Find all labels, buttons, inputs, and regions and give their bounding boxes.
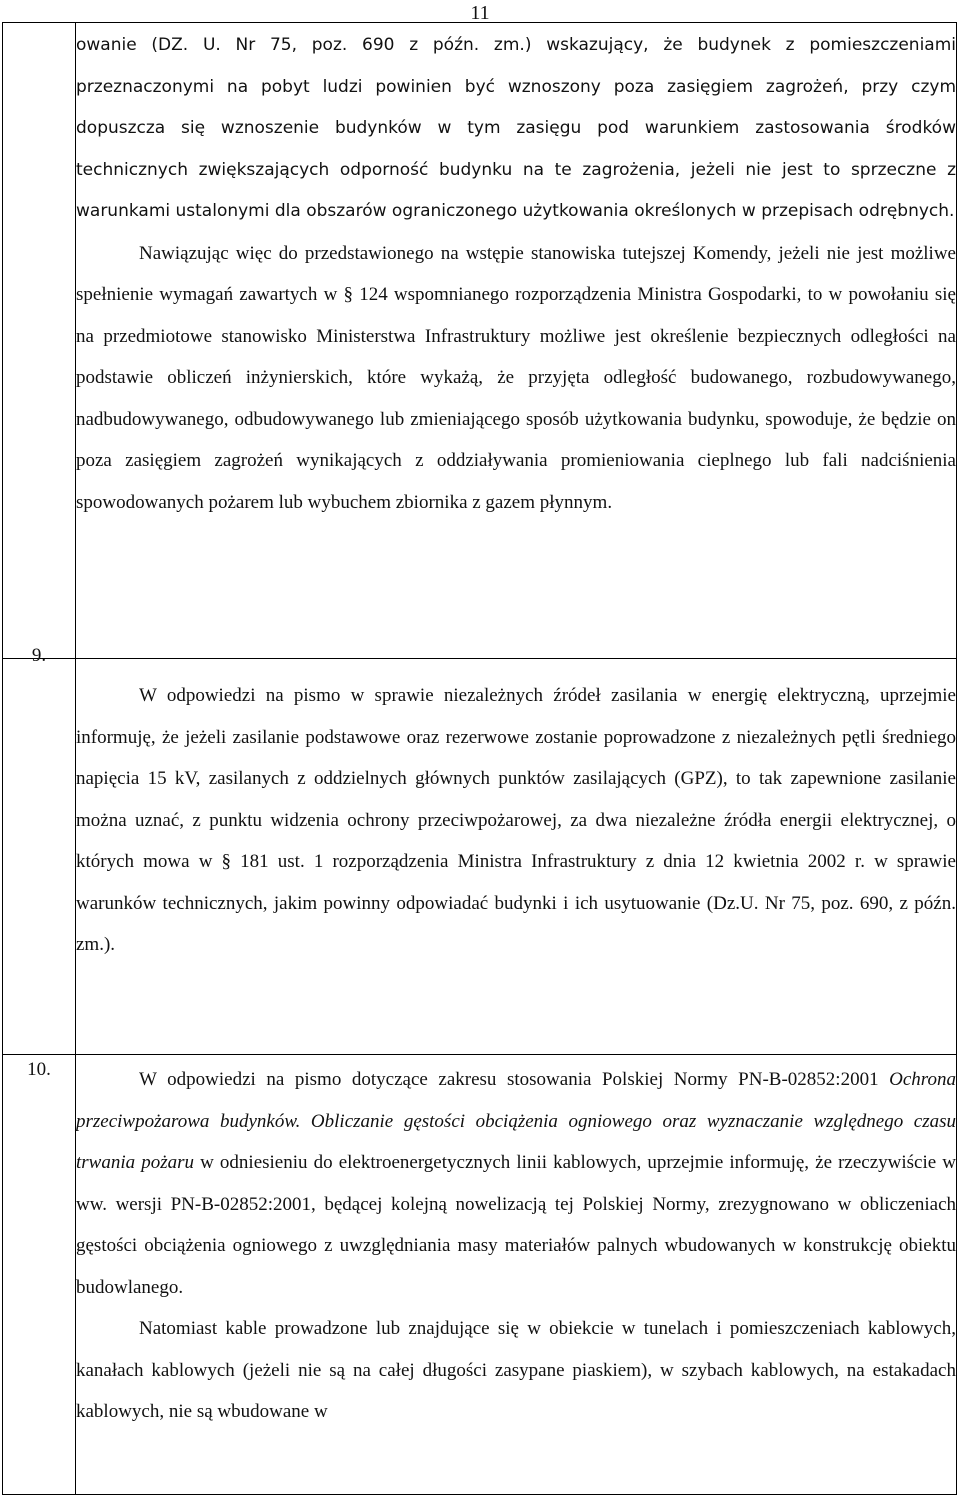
row-content-cell bbox=[76, 659, 957, 1055]
paragraph: owanie (DZ. U. Nr 75, poz. 690 z późn. zm.) wskazujący, że budynek z pomieszczeniami przeznaczonymi na pobyt ludzi powinien być wznoszony poza zasięgiem zagrożeń, przy czym dopuszcza się wznoszenie budynków w tym zasięgu pod warunkiem zastosowania środków technicznych zwiększających odporność budynku na te zagrożenia, jeżeli nie jest to sprzeczne z warunkami ustalonymi dla obszarów ograniczonego użytkowania określonych w przepisach odrębnych. bbox=[76, 35, 956, 221]
row-content-cell bbox=[76, 23, 957, 659]
row-number: 9. bbox=[31, 645, 47, 666]
table-row bbox=[3, 1055, 957, 1495]
paragraph: Nawiązując więc do przedstawionego na wstępie stanowiska tutejszej Komendy, jeżeli nie jest możliwe spełnienie wymagań zawartych w § 124 wspomnianego rozporządzenia Ministra Gospodarki, to w powołaniu się na przedmiotowe stanowisko Ministerstwa Infrastruktury możliwe jest określenie bezpiecznych odległości na podstawie obliczeń inżynierskich, które wykażą, że przyjęta odległość budowanego, rozbudowywanego, nadbudowywanego, odbudowywanego lub zmieniającego sposób użytkowania budynku, spowoduje, że będzie on poza zasięgiem zagrożeń wynikających z oddziaływania promieniowania cieplnego lub fali nadciśnienia spowodowanych pożarem lub wybuchem zbiornika z gazem płynnym. bbox=[76, 242, 956, 513]
document-table bbox=[2, 22, 957, 1495]
paragraph: W odpowiedzi na pismo w sprawie niezależnych źródeł zasilania w energię elektryczną, uprzejmie informuję, że jeżeli zasilanie podstawowe oraz rezerwowe zostanie poprowadzone z niezależnych pętli średniego napięcia 15 kV, zasilanych z oddzielnych głównych punktów zasilających (GPZ), to tak zapewnione zasilanie można uznać, z punktu widzenia ochrony przeciwpożarowej, za dwa niezależne źródła energii elektrycznej, o których mowa w § 181 ust. 1 rozporządzenia Ministra Infrastruktury z dnia 12 kwietnia 2002 r. w sprawie warunków technicznych, jakim powinny odpowiadać budynki i ich usytuowanie (Dz.U. Nr 75, poz. 690, z późn. zm.). bbox=[76, 685, 956, 955]
table-row bbox=[3, 23, 957, 659]
paragraph: Natomiast kable prowadzone lub znajdujące się w obiekcie w tunelach i pomieszczeniach kablowych, kanałach kablowych (jeżeli nie są na całej długości zasypane piaskiem), w szybach kablowych, na estakadach kablowych, nie są wbudowane w bbox=[76, 1318, 956, 1422]
row-number-cell bbox=[3, 1055, 76, 1495]
page-number: 11 bbox=[470, 2, 490, 24]
row-number-cell bbox=[3, 645, 76, 1055]
standard-title: Ochrona przeciwpożarowa budynków. Obliczanie gęstości obciążenia ogniowego oraz wyznaczanie względnego czasu trwania pożaru bbox=[76, 1069, 956, 1173]
row-number: 10. bbox=[27, 1059, 51, 1080]
paragraph bbox=[76, 1059, 956, 1308]
paragraph-text: W odpowiedzi na pismo dotyczące zakresu stosowania Polskiej Normy PN-B-02852:2001 bbox=[139, 1069, 890, 1090]
row-number-cell bbox=[3, 23, 76, 659]
paragraph-text: w odniesieniu do elektroenergetycznych linii kablowych, uprzejmie informuję, że rzeczywiście w ww. wersji PN-B-02852:2001, będącej kolejną nowelizacją tej Polskiej Normy, zrezygnowano w obliczeniach gęstości obciążenia ogniowego z uwzględniania masy materiałów palnych wbudowanych w konstrukcję obiektu budowlanego. bbox=[76, 1152, 957, 1298]
row-content-cell bbox=[76, 1055, 957, 1495]
table-row bbox=[3, 659, 957, 1055]
